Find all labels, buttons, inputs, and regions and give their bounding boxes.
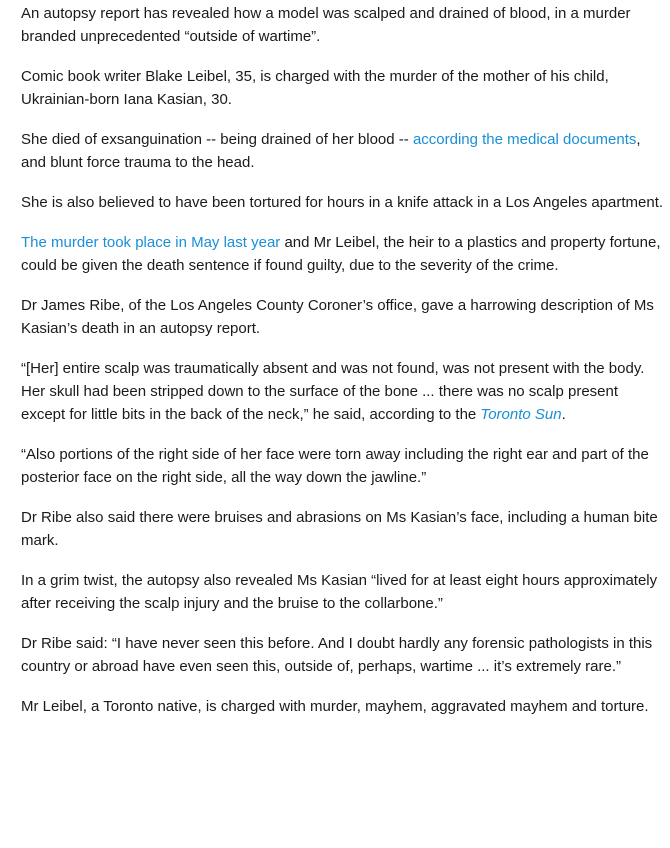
paragraph-text: , and blunt force trauma to the head.: [21, 131, 641, 171]
paragraph-eight-hours: In a grim twist, the autopsy also revealed Ms Kasian “lived for at least eight hours approximately after receiving the scalp injury and the bruise to the collarbone.”: [21, 572, 658, 612]
toronto-sun-link[interactable]: Toronto Sun: [480, 406, 562, 423]
paragraph-scalp-quote: [21, 357, 664, 426]
paragraph-charges-list: Mr Leibel, a Toronto native, is charged with murder, mayhem, aggravated mayhem and torture.: [21, 698, 649, 715]
paragraph-text: “[Her] entire scalp was traumatically absent and was not found, was not present with the body. Her skull had been stripped down to the surface of the bone ... there was no scalp present except for little bits in the back of the neck,” he said, according to the: [21, 360, 645, 423]
paragraph-ribe-quote: Dr Ribe said: “I have never seen this before. And I doubt hardly any forensic pathologists in this country or abroad have even seen this, outside of, perhaps, wartime ... it’s extremely rare.”: [21, 635, 653, 675]
paragraph-autopsy-intro: An autopsy report has revealed how a model was scalped and drained of blood, in a murder branded unprecedented “outside of wartime”.: [21, 5, 631, 45]
paragraph-text: .: [561, 406, 566, 423]
paragraph-text: and Mr Leibel, the heir to a plastics and property fortune, could be given the death sentence if found guilty, due to the severity of the crime.: [21, 234, 661, 274]
medical-documents-link[interactable]: according the medical documents: [412, 131, 637, 148]
paragraph-coroner: Dr James Ribe, of the Los Angeles County Coroner’s office, gave a harrowing description of Ms Kasian’s death in an autopsy report.: [21, 297, 654, 337]
paragraph-face-quote: “Also portions of the right side of her face were torn away including the right ear and part of the posterior face on the right side, all the way down the jawline.”: [21, 446, 649, 486]
paragraph-murder-date: [21, 231, 664, 277]
murder-date-link[interactable]: The murder took place in May last year: [21, 234, 281, 251]
paragraph-cause-of-death: [21, 128, 664, 174]
paragraph-text: She died of exsanguination -- being drained of her blood --: [21, 131, 413, 148]
paragraph-charge: Comic book writer Blake Leibel, 35, is charged with the murder of the mother of his child, Ukrainian-born Iana Kasian, 30.: [21, 68, 609, 108]
paragraph-torture: She is also believed to have been tortured for hours in a knife attack in a Los Angeles apartment.: [21, 194, 664, 211]
paragraph-bruises: Dr Ribe also said there were bruises and abrasions on Ms Kasian’s face, including a human bite mark.: [21, 509, 658, 549]
article-body: [0, 2, 670, 718]
